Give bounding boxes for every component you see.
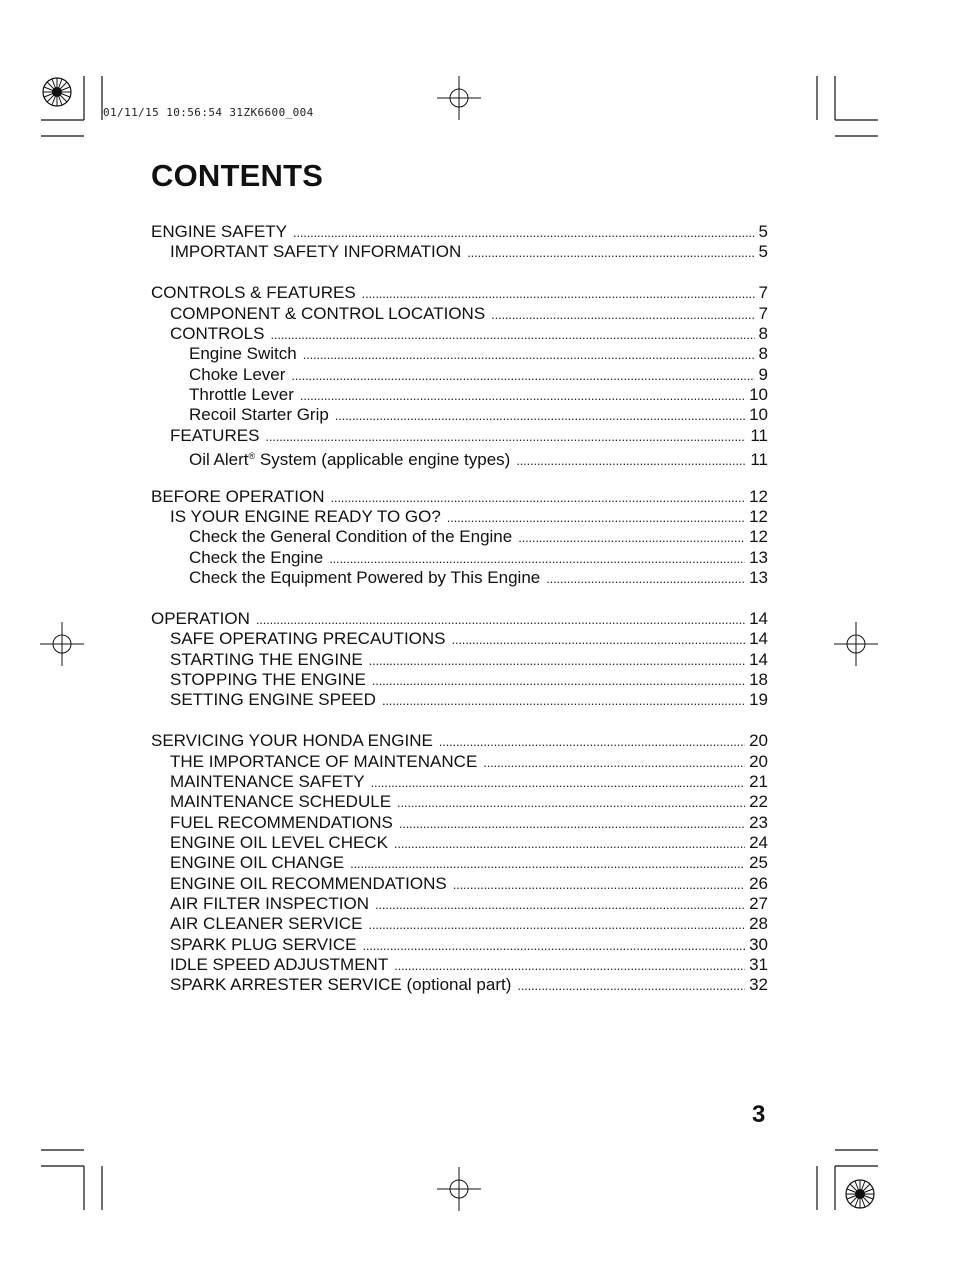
toc-page-number: 23	[749, 812, 768, 832]
toc-page-number: 18	[749, 670, 768, 690]
toc-page-number: 7	[758, 283, 768, 303]
table-of-contents	[151, 222, 768, 1016]
page-number: 3	[752, 1101, 766, 1128]
dot-leader	[439, 732, 745, 752]
toc-entry[interactable]	[151, 426, 768, 446]
toc-entry[interactable]	[151, 955, 768, 975]
toc-page-number: 28	[749, 914, 768, 934]
toc-page-number: 13	[749, 547, 768, 567]
toc-entry-title: IDLE SPEED ADJUSTMENT	[170, 955, 389, 974]
toc-entry-label	[170, 975, 511, 995]
toc-entry[interactable]	[151, 242, 768, 262]
toc-entry[interactable]	[151, 283, 768, 303]
toc-entry-title: SERVICING YOUR HONDA ENGINE	[151, 731, 433, 751]
toc-entry-label	[170, 650, 363, 670]
registration-target-icon	[834, 622, 878, 666]
dot-leader	[382, 691, 745, 711]
toc-entry[interactable]	[151, 324, 768, 344]
toc-entry-label	[170, 426, 259, 446]
toc-entry-title: IMPORTANT SAFETY INFORMATION	[170, 242, 462, 262]
toc-page-number: 20	[749, 731, 768, 751]
toc-entry[interactable]	[151, 914, 768, 934]
registration-target-icon	[437, 1167, 481, 1211]
toc-entry-title: SPARK ARRESTER SERVICE (optional part)	[170, 975, 512, 995]
toc-entry-title: Choke Lever	[189, 364, 286, 384]
dot-leader	[397, 793, 745, 813]
toc-page-number: 14	[749, 629, 768, 649]
toc-page-number: 8	[758, 323, 768, 343]
toc-entry-label	[170, 670, 366, 690]
dot-leader	[265, 427, 746, 447]
toc-entry[interactable]	[151, 365, 768, 385]
dot-leader	[516, 451, 746, 471]
toc-entry[interactable]	[151, 609, 768, 629]
dot-leader	[394, 956, 745, 976]
toc-entry-title: Check the Engine	[189, 547, 324, 567]
toc-entry-title: OPERATION	[151, 609, 250, 628]
toc-entry-title: THE IMPORTANCE OF MAINTENANCE	[170, 751, 478, 771]
toc-section	[151, 487, 768, 589]
toc-entry-label	[170, 894, 369, 914]
toc-page-number: 24	[749, 832, 768, 852]
dot-leader	[362, 284, 755, 304]
toc-entry-title: SAFE OPERATING PRECAUTIONS	[170, 629, 446, 649]
toc-entry[interactable]	[151, 935, 768, 955]
toc-entry-label	[151, 487, 325, 507]
toc-entry[interactable]	[151, 690, 768, 710]
toc-entry[interactable]	[151, 344, 768, 364]
toc-section	[151, 609, 768, 711]
toc-entry-label	[170, 792, 391, 812]
toc-entry[interactable]	[151, 792, 768, 812]
toc-entry-label	[170, 955, 388, 975]
page-title: CONTENTS	[151, 158, 324, 193]
toc-entry-label	[170, 914, 362, 934]
toc-entry-label	[170, 772, 365, 792]
toc-entry-label	[170, 304, 485, 324]
dot-leader	[371, 773, 745, 793]
toc-page-number: 26	[749, 873, 768, 893]
toc-entry-label	[170, 752, 477, 772]
toc-entry-title: ENGINE OIL CHANGE	[170, 853, 345, 873]
toc-entry[interactable]	[151, 833, 768, 853]
starburst-mark-icon	[846, 1180, 874, 1208]
dot-leader	[518, 528, 745, 548]
toc-page-number: 12	[749, 507, 768, 527]
toc-page-number: 22	[749, 792, 768, 812]
toc-entry-label	[170, 629, 446, 649]
toc-entry-title: SETTING ENGINE SPEED	[170, 690, 376, 710]
toc-entry-title: COMPONENT & CONTROL LOCATIONS	[170, 303, 486, 323]
toc-entry-title: Check the Equipment Powered by This Engine	[189, 568, 541, 588]
toc-entry[interactable]	[151, 650, 768, 670]
toc-page-number: 19	[749, 690, 768, 710]
toc-entry-title: CONTROLS	[170, 323, 265, 343]
toc-page-number: 27	[749, 893, 768, 913]
toc-entry-label	[151, 283, 356, 303]
toc-entry-title: SPARK PLUG SERVICE	[170, 934, 357, 954]
toc-entry-label	[170, 324, 264, 344]
toc-section	[151, 283, 768, 469]
toc-entry-title: Oil Alert	[189, 449, 249, 469]
toc-entry-label	[151, 731, 433, 751]
toc-page-number: 10	[749, 384, 768, 404]
dot-leader	[483, 753, 745, 773]
toc-section	[151, 222, 768, 263]
toc-entry-title: BEFORE OPERATION	[151, 486, 325, 506]
dot-leader	[546, 569, 745, 589]
dot-leader	[372, 671, 745, 691]
toc-page-number: 32	[749, 975, 768, 995]
toc-section	[151, 731, 768, 995]
toc-entry[interactable]	[151, 568, 768, 588]
toc-entry-title: Throttle Lever	[189, 384, 294, 404]
toc-entry-title: Recoil Starter Grip	[189, 405, 329, 425]
toc-page-number: 30	[749, 934, 768, 954]
toc-entry-title: AIR FILTER INSPECTION	[170, 893, 369, 913]
toc-entry-label	[189, 527, 512, 547]
toc-entry-title: STARTING THE ENGINE	[170, 649, 363, 669]
dot-leader	[270, 325, 754, 345]
print-timestamp: 01/11/15 10:56:54 31ZK6600_004	[103, 106, 314, 119]
dot-leader	[453, 875, 745, 895]
toc-entry-label	[170, 874, 447, 894]
dot-leader	[303, 345, 755, 365]
toc-entry[interactable]	[151, 975, 768, 995]
toc-page-number: 9	[758, 364, 768, 384]
dot-leader	[447, 508, 745, 528]
toc-entry[interactable]	[151, 527, 768, 547]
dot-leader	[300, 386, 745, 406]
toc-page-number: 7	[758, 303, 768, 323]
toc-entry-label	[189, 344, 297, 364]
toc-entry-label	[151, 222, 287, 242]
registration-target-icon	[437, 76, 481, 120]
toc-entry-title: MAINTENANCE SCHEDULE	[170, 792, 392, 812]
toc-entry[interactable]	[151, 894, 768, 914]
dot-leader	[350, 854, 745, 874]
toc-entry[interactable]	[151, 874, 768, 894]
dot-leader	[291, 366, 754, 386]
toc-entry-label	[170, 853, 344, 873]
toc-page-number: 14	[749, 609, 768, 628]
toc-page-number: 31	[749, 955, 768, 974]
toc-entry[interactable]	[151, 853, 768, 873]
toc-entry[interactable]	[151, 507, 768, 527]
toc-page-number: 25	[749, 853, 768, 873]
toc-page-number: 11	[750, 449, 768, 469]
toc-entry-label	[189, 365, 285, 385]
toc-page-number: 12	[749, 486, 768, 506]
toc-entry[interactable]	[151, 731, 768, 751]
toc-entry-label	[189, 446, 510, 470]
dot-leader	[491, 305, 754, 325]
toc-entry-title: ENGINE OIL RECOMMENDATIONS	[170, 873, 447, 893]
toc-entry[interactable]	[151, 772, 768, 792]
toc-page-number: 10	[749, 405, 768, 425]
toc-page-number: 13	[749, 568, 768, 588]
dot-leader	[329, 549, 745, 569]
registration-target-icon	[40, 622, 84, 666]
toc-entry-title-rest: System (applicable engine types)	[255, 449, 511, 469]
toc-entry-title: CONTROLS & FEATURES	[151, 283, 356, 303]
toc-entry-title: IS YOUR ENGINE READY TO GO?	[170, 507, 441, 527]
toc-entry[interactable]	[151, 670, 768, 690]
toc-entry-label	[170, 813, 393, 833]
toc-page-number: 5	[758, 242, 768, 262]
toc-entry[interactable]	[151, 405, 768, 425]
toc-entry-title: AIR CLEANER SERVICE	[170, 914, 363, 934]
toc-entry-label	[170, 242, 461, 262]
dot-leader	[362, 936, 745, 956]
toc-entry[interactable]	[151, 813, 768, 833]
toc-entry[interactable]	[151, 304, 768, 324]
toc-entry-title: FEATURES	[170, 425, 260, 445]
toc-entry-label	[189, 405, 329, 425]
toc-entry[interactable]	[151, 548, 768, 568]
toc-entry-title: MAINTENANCE SAFETY	[170, 771, 365, 791]
toc-entry-label	[189, 385, 294, 405]
toc-entry[interactable]	[151, 487, 768, 507]
toc-page-number: 21	[749, 771, 768, 791]
toc-entry-label	[170, 935, 356, 955]
toc-page-number: 14	[749, 649, 768, 669]
dot-leader	[256, 610, 745, 630]
toc-entry[interactable]	[151, 222, 768, 242]
toc-page-number: 20	[749, 751, 768, 771]
toc-entry-label	[170, 833, 388, 853]
toc-entry[interactable]	[151, 385, 768, 405]
dot-leader	[467, 243, 754, 263]
toc-entry-label	[170, 690, 376, 710]
toc-page-number: 11	[750, 425, 768, 445]
toc-entry-title: Check the General Condition of the Engine	[189, 527, 513, 547]
toc-page-number: 12	[749, 527, 768, 547]
toc-entry-label	[189, 568, 540, 588]
dot-leader	[375, 895, 745, 915]
toc-entry-title: ENGINE OIL LEVEL CHECK	[170, 832, 388, 852]
toc-entry-title: Engine Switch	[189, 344, 297, 364]
dot-leader	[369, 651, 745, 671]
dot-leader	[368, 915, 745, 935]
toc-entry-title: ENGINE SAFETY	[151, 222, 288, 241]
toc-entry-title: FUEL RECOMMENDATIONS	[170, 812, 393, 832]
dot-leader	[399, 814, 745, 834]
toc-page-number: 8	[758, 344, 768, 364]
dot-leader	[394, 834, 745, 854]
dot-leader	[517, 976, 745, 996]
starburst-mark-icon	[43, 78, 71, 106]
dot-leader	[452, 630, 746, 650]
toc-entry[interactable]	[151, 629, 768, 649]
toc-entry[interactable]	[151, 446, 768, 469]
dot-leader	[335, 406, 745, 426]
registered-mark: ®	[248, 450, 256, 461]
toc-entry-label	[151, 609, 250, 629]
toc-entry[interactable]	[151, 752, 768, 772]
dot-leader	[331, 488, 746, 508]
toc-page-number: 5	[758, 222, 768, 241]
dot-leader	[293, 223, 755, 243]
toc-entry-label	[170, 507, 441, 527]
toc-entry-label	[189, 548, 323, 568]
toc-entry-title: STOPPING THE ENGINE	[170, 670, 366, 690]
